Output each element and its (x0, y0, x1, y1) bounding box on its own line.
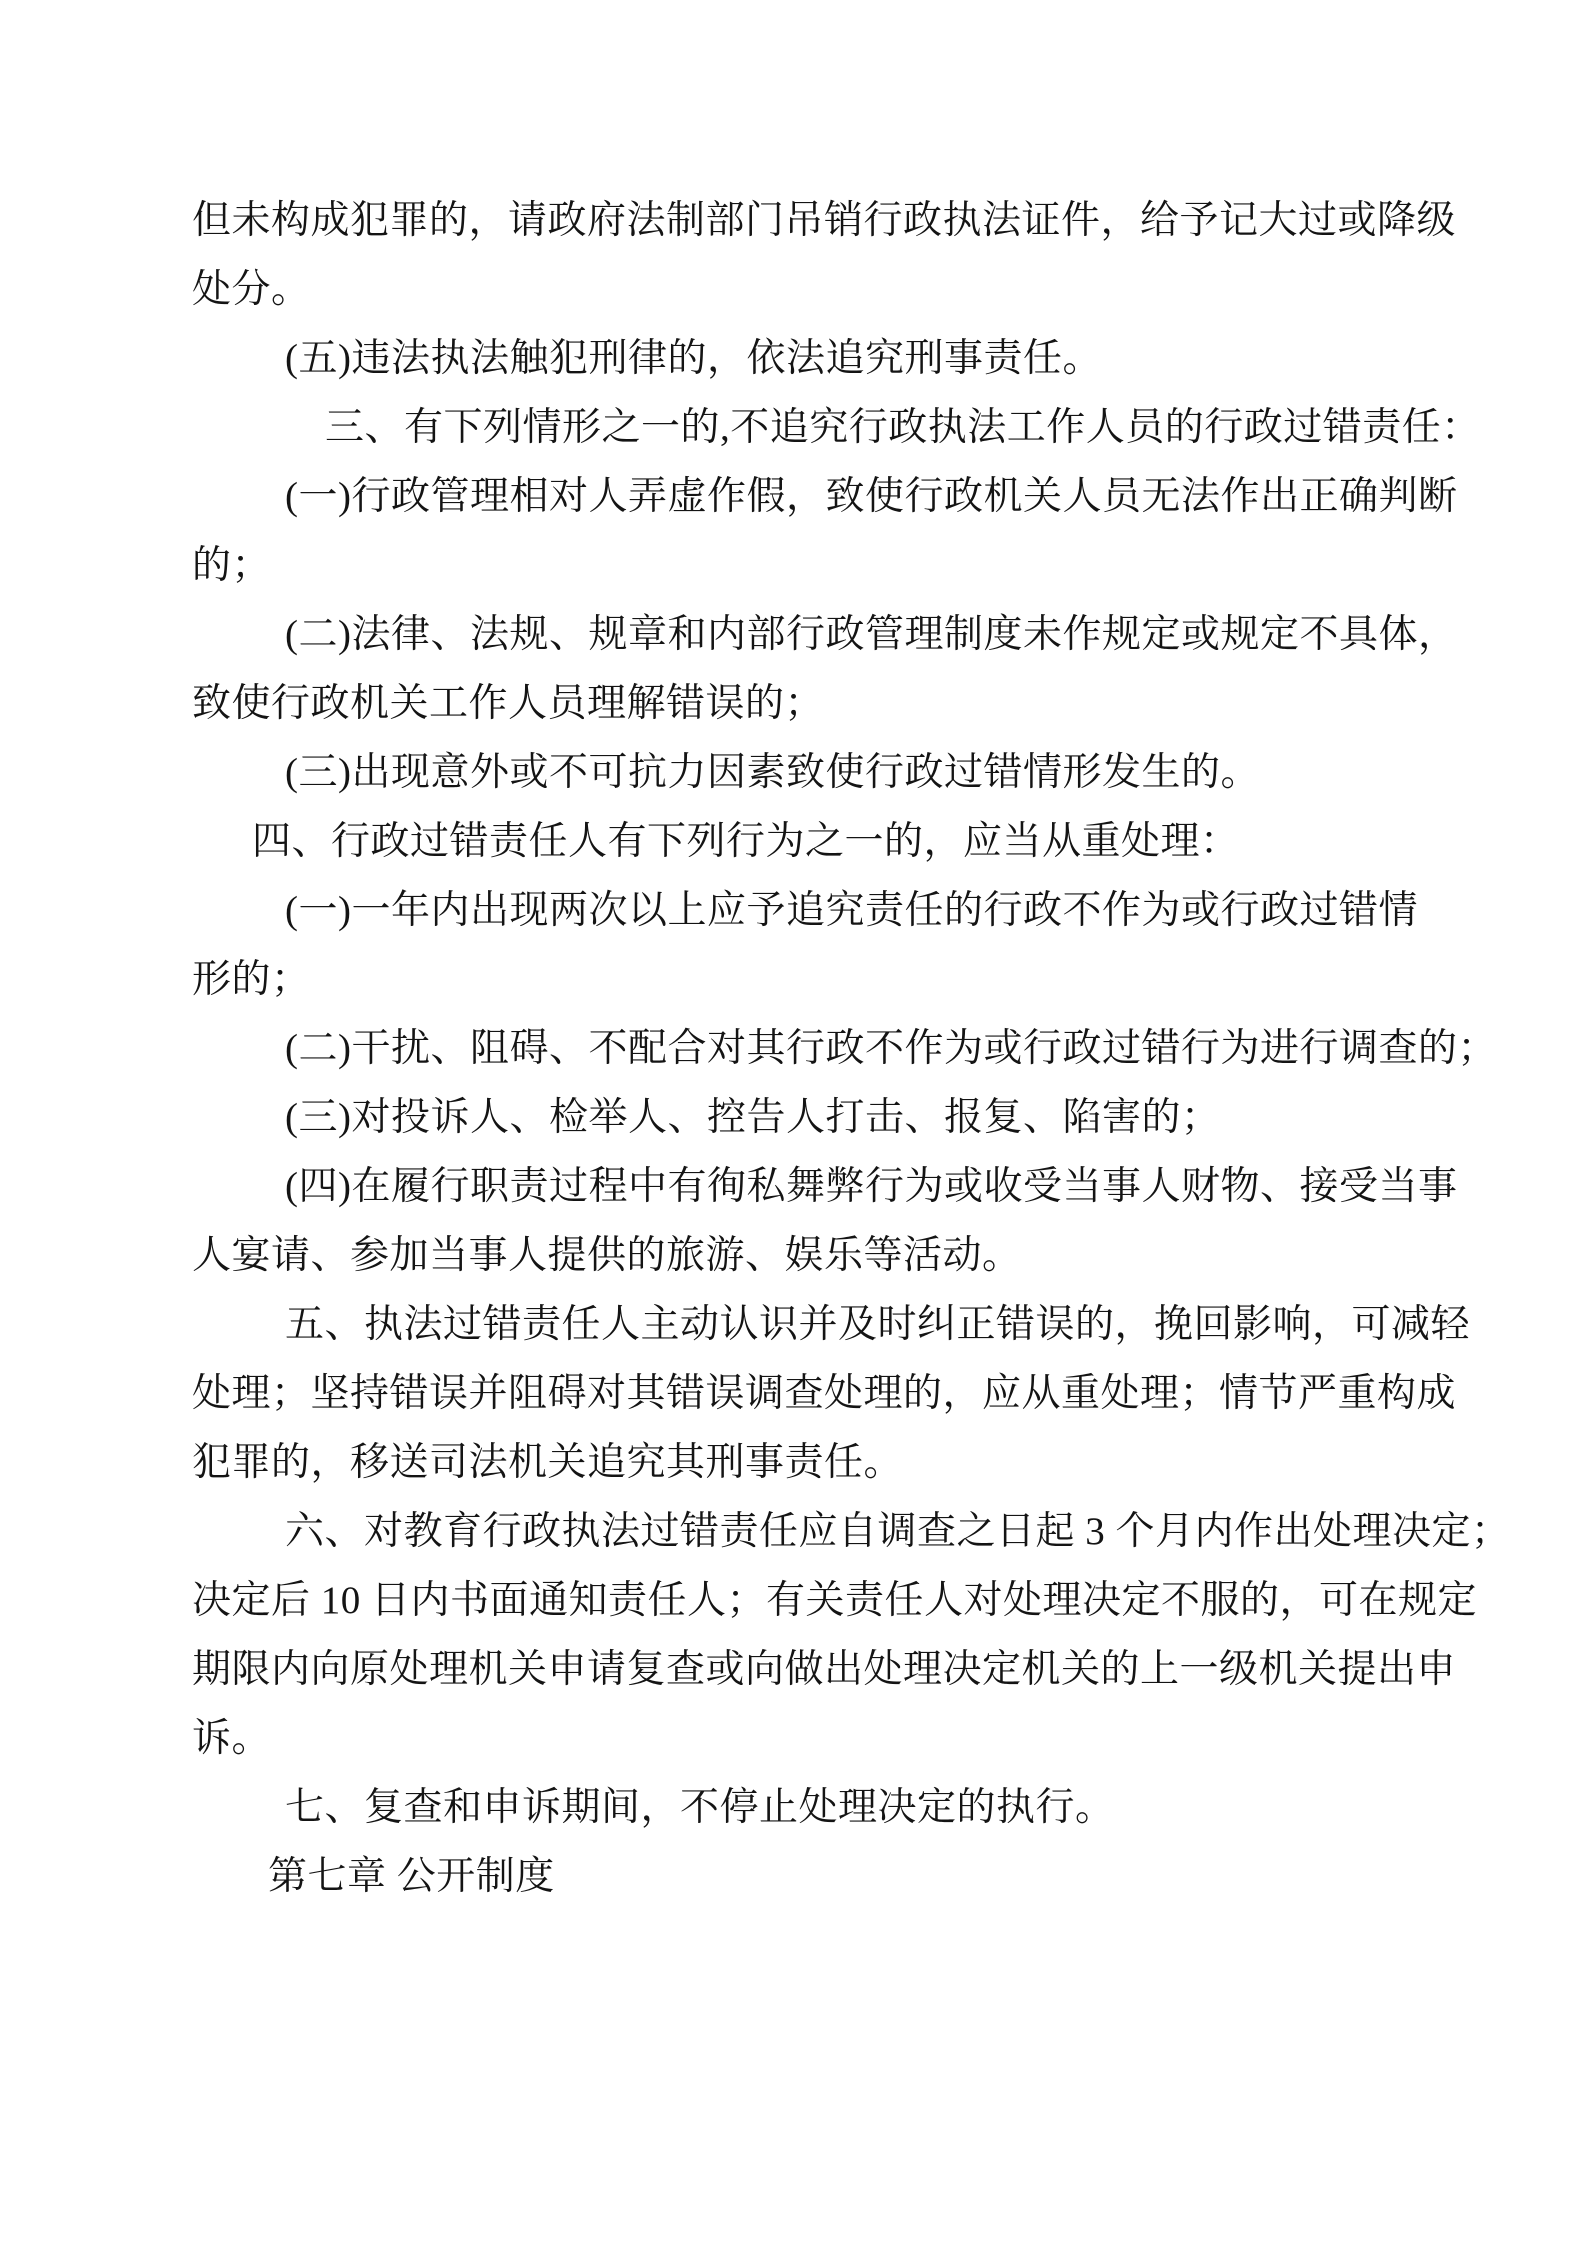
doc-line: 致使行政机关工作人员理解错误的； (192, 682, 825, 725)
doc-line: (五)违法执法触犯刑律的，依法追究刑事责任。 (285, 337, 1102, 380)
doc-line: 期限内向原处理机关申请复查或向做出处理决定机关的上一级机关提出申 (192, 1648, 1457, 1691)
doc-line-heading: 四、行政过错责任人有下列行为之一的，应当从重处理： (252, 820, 1240, 863)
doc-chapter-heading: 第七章 公开制度 (268, 1855, 555, 1898)
doc-line-heading: 七、复查和申诉期间，不停止处理决定的执行。 (285, 1786, 1115, 1829)
doc-line: 形的； (192, 958, 311, 1001)
doc-line: (四)在履行职责过程中有徇私舞弊行为或收受当事人财物、接受当事 (285, 1165, 1458, 1208)
doc-line: 的； (192, 544, 272, 587)
doc-line: (一)一年内出现两次以上应予追究责任的行政不作为或行政过错情 (285, 889, 1418, 932)
doc-line: 人宴请、参加当事人提供的旅游、娱乐等活动。 (192, 1234, 1022, 1277)
doc-line-heading: 六、对教育行政执法过错责任应自调查之日起 3 个月内作出处理决定； (285, 1510, 1511, 1553)
doc-line: 决定后 10 日内书面通知责任人；有关责任人对处理决定不服的，可在规定 (192, 1579, 1478, 1622)
doc-line: (一)行政管理相对人弄虚作假，致使行政机关人员无法作出正确判断 (285, 475, 1458, 518)
doc-line: (二)法律、法规、规章和内部行政管理制度未作规定或规定不具体， (285, 613, 1458, 656)
doc-line: (三)对投诉人、检举人、控告人打击、报复、陷害的； (285, 1096, 1221, 1139)
doc-line: (二)干扰、阻碍、不配合对其行政不作为或行政过错行为进行调查的； (285, 1027, 1497, 1070)
doc-line: 处理；坚持错误并阻碍对其错误调查处理的，应从重处理；情节严重构成 (192, 1372, 1457, 1415)
doc-line: 处分。 (192, 268, 311, 311)
doc-line: 但未构成犯罪的，请政府法制部门吊销行政执法证件，给予记大过或降级 (192, 199, 1457, 242)
doc-line: 诉。 (192, 1717, 272, 1760)
doc-line-heading: 五、执法过错责任人主动认识并及时纠正错误的，挽回影响，可减轻 (285, 1303, 1471, 1346)
doc-line: (三)出现意外或不可抗力因素致使行政过错情形发生的。 (285, 751, 1260, 794)
doc-line: 犯罪的，移送司法机关追究其刑事责任。 (192, 1441, 904, 1484)
doc-line-heading: 三、有下列情形之一的,不追究行政执法工作人员的行政过错责任： (325, 406, 1481, 449)
